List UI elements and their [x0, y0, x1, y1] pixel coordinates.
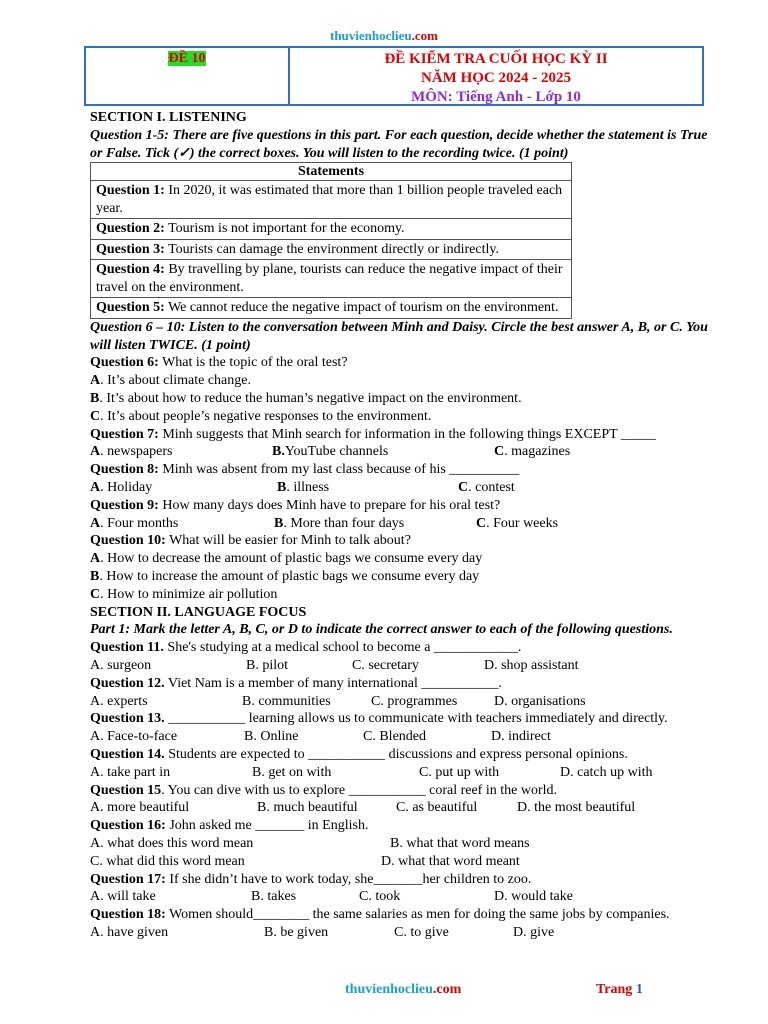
answer-option[interactable]: D. what that word meant	[381, 853, 520, 869]
question: Question 10: What will be easier for Minh to talk about?	[90, 533, 411, 549]
answer-row	[90, 853, 720, 871]
answer-option[interactable]: B.YouTube channels	[272, 444, 389, 460]
page-number: Trang 1	[596, 982, 643, 997]
question: Question 12. Viet Nam is a member of many international ___________.	[90, 675, 502, 691]
exam-code: ĐỀ 10	[168, 51, 206, 66]
answer-option[interactable]: A. Holiday	[90, 480, 153, 496]
question: Question 11. She's studying at a medical school to become a ____________.	[90, 640, 522, 656]
answer-option[interactable]: A. take part in	[90, 764, 171, 780]
answer-option[interactable]: C. It’s about people’s negative responses to the environment.	[90, 408, 432, 424]
answer-option[interactable]: C. what did this word mean	[90, 853, 245, 869]
page-footer	[0, 982, 768, 1002]
answer-option[interactable]: C. How to minimize air pollution	[90, 586, 278, 602]
question: Question 6: What is the topic of the oral test?	[90, 355, 348, 371]
answer-option[interactable]: B. More than four days	[274, 515, 405, 531]
answer-option[interactable]: B. illness	[277, 480, 330, 496]
answer-option[interactable]: C. put up with	[419, 764, 500, 780]
answer-option[interactable]: A. Face-to-face	[90, 729, 178, 745]
answer-option[interactable]: B. It’s about how to reduce the human’s negative impact on the environment.	[90, 391, 522, 407]
answer-option[interactable]: C. Four weeks	[476, 515, 559, 531]
answer-row	[90, 888, 720, 906]
answer-row	[90, 479, 720, 497]
exam-title: ĐỀ KIỂM TRA CUỐI HỌC KỲ II	[384, 51, 608, 67]
answer-row	[90, 443, 720, 461]
exam-content	[90, 109, 720, 942]
answer-option[interactable]: B. takes	[251, 889, 297, 905]
site-name: thuvienhoclieu	[330, 28, 412, 43]
answer-option[interactable]: B. much beautiful	[257, 800, 358, 816]
answer-option[interactable]: A. have given	[90, 924, 169, 940]
answer-option[interactable]: C. to give	[394, 924, 449, 940]
answer-option[interactable]: B. get on with	[252, 764, 332, 780]
question: Question 15. You can dive with us to explore ___________ coral reef in the world.	[90, 782, 558, 798]
question: Question 16: John asked me _______ in English.	[90, 818, 369, 834]
answer-option[interactable]: A. surgeon	[90, 658, 152, 674]
answer-option[interactable]: A. what does this word mean	[90, 836, 254, 851]
answer-row	[90, 924, 720, 942]
answer-option[interactable]: B. what that word means	[390, 836, 530, 851]
exam-code-cell	[86, 48, 290, 104]
subject: MÔN: Tiếng Anh - Lớp 10	[411, 89, 581, 105]
answer-row	[90, 657, 720, 675]
answer-option[interactable]: C. took	[359, 889, 401, 905]
question: Question 17: If she didn’t have to work today, she_______her children to zoo.	[90, 871, 532, 887]
question: Question 13. ___________ learning allows us to communicate with teachers immediately and directly.	[90, 711, 668, 727]
statement-row: Question 2: Tourism is not important for the economy.	[91, 219, 572, 240]
exam-header-box	[84, 46, 704, 106]
answer-option[interactable]: C. as beautiful	[396, 800, 478, 816]
question: Question 18: Women should________ the same salaries as men for doing the same jobs by companies.	[90, 907, 670, 923]
section-heading: SECTION I. LISTENING	[90, 110, 247, 125]
answer-option[interactable]: B. Online	[244, 729, 299, 745]
instructions: Question 1-5: There are five questions in this part. For each question, decide whether the statement is True or False. Tick (✓) the correct boxes. You will listen to the recording twice. (1 point)	[90, 127, 708, 161]
statement-row: Question 4: By travelling by plane, tourists can reduce the negative impact of their travel on the environment.	[91, 260, 572, 298]
answer-option[interactable]: D. catch up with	[560, 764, 653, 780]
answer-option[interactable]: A. newspapers	[90, 444, 173, 460]
answer-option[interactable]: A. How to decrease the amount of plastic bags we consume every day	[90, 551, 483, 567]
question: Question 14. Students are expected to ___________ discussions and express personal opinions.	[90, 747, 628, 763]
answer-option[interactable]: B. How to increase the amount of plastic bags we consume every day	[90, 569, 480, 585]
answer-option[interactable]: A. Four months	[90, 515, 179, 531]
answer-option[interactable]: C. secretary	[352, 658, 419, 674]
part-instructions: Part 1: Mark the letter A, B, C, or D to indicate the correct answer to each of the following questions.	[90, 622, 673, 638]
question: Question 9: How many days does Minh have to prepare for his oral test?	[90, 497, 501, 513]
statements-table	[90, 162, 572, 319]
instructions: Question 6 – 10: Listen to the conversation between Minh and Daisy. Circle the best answer A, B, or C. You will listen TWICE. (1 point)	[90, 319, 708, 353]
answer-option[interactable]: C. programmes	[371, 693, 458, 709]
answer-option[interactable]: A. will take	[90, 889, 156, 905]
answer-option[interactable]: A. more beautiful	[90, 800, 190, 816]
statement-row: Question 3: Tourists can damage the environment directly or indirectly.	[91, 239, 572, 260]
answer-row	[90, 764, 720, 782]
answer-row	[90, 693, 720, 711]
answer-option[interactable]: C. contest	[458, 480, 515, 496]
answer-option[interactable]: D. the most beautiful	[517, 800, 636, 816]
answer-option[interactable]: D. indirect	[491, 729, 551, 745]
section-heading: SECTION II. LANGUAGE FOCUS	[90, 604, 307, 620]
answer-option[interactable]: B. be given	[264, 924, 329, 940]
statement-row: Question 5: We cannot reduce the negative impact of tourism on the environment.	[91, 298, 572, 319]
exam-title-cell	[290, 48, 702, 104]
site-header-link[interactable]	[0, 28, 768, 44]
answer-option[interactable]: D. organisations	[494, 693, 586, 709]
answer-option[interactable]: D. would take	[494, 889, 573, 905]
statement-row: Question 1: In 2020, it was estimated that more than 1 billion people traveled each year.	[91, 181, 572, 219]
answer-option[interactable]: B. communities	[242, 693, 331, 709]
answer-row	[90, 728, 720, 746]
answer-option[interactable]: B. pilot	[246, 658, 289, 674]
question: Question 8: Minh was absent from my last class because of his __________	[90, 462, 520, 478]
answer-row	[90, 515, 720, 533]
answer-option[interactable]: D. shop assistant	[484, 658, 579, 674]
footer-site-link[interactable]: thuvienhoclieu.com	[345, 982, 462, 997]
answer-row	[90, 835, 720, 853]
answer-option[interactable]: A. It’s about climate change.	[90, 373, 251, 389]
answer-option[interactable]: D. give	[513, 924, 555, 940]
table-header: Statements	[91, 163, 572, 181]
answer-option[interactable]: C. magazines	[494, 444, 571, 460]
answer-option[interactable]: C. Blended	[363, 729, 426, 745]
answer-row	[90, 799, 720, 817]
site-tld: .com	[411, 28, 438, 43]
school-year: NĂM HỌC 2024 - 2025	[421, 70, 571, 86]
answer-option[interactable]: A. experts	[90, 693, 148, 709]
question: Question 7: Minh suggests that Minh search for information in the following things EXCEPT _____	[90, 426, 656, 442]
